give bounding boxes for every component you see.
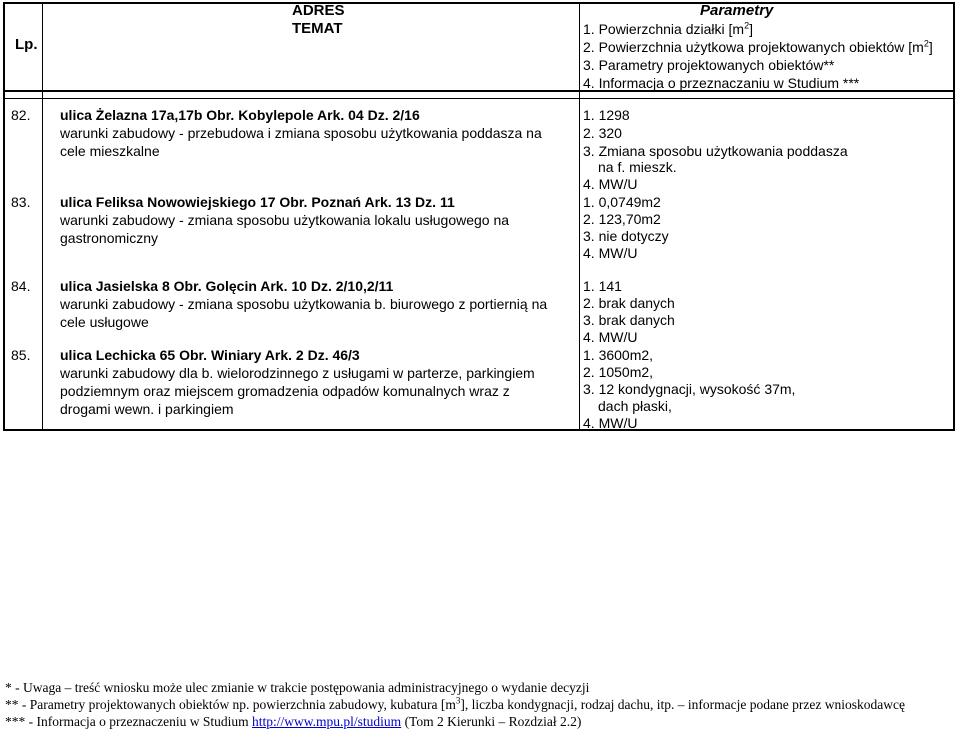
row-param: 4. MW/U [583, 415, 638, 431]
row-param: 1. 0,0749m2 [583, 194, 661, 210]
row-param: 2. 123,70m2 [583, 211, 661, 227]
row-address: ulica Lechicka 65 Obr. Winiary Ark. 2 Dz. 46/3 [60, 347, 360, 363]
row-param: 2. 320 [583, 125, 622, 141]
row-param: dach płaski, [598, 398, 672, 414]
header-parametry: Parametry [700, 2, 774, 19]
row-desc-line: podziemnym oraz miejscem gromadzenia odpadów komunalnych wraz z [60, 383, 510, 399]
row-lp: 82. [11, 107, 31, 123]
row-address: ulica Żelazna 17a,17b Obr. Kobylepole Ark. 04 Dz. 2/16 [60, 107, 420, 123]
row-desc-line: warunki zabudowy dla b. wielorodzinnego z usługami w parterze, parkingiem [60, 365, 535, 381]
footnote-1: * - Uwaga – treść wniosku może ulec zmianie w trakcie postępowania administracyjnego o wydanie decyzji [5, 680, 590, 695]
row-address: ulica Feliksa Nowowiejskiego 17 Obr. Poznań Ark. 13 Dz. 11 [60, 194, 455, 210]
row-param: 4. MW/U [583, 245, 638, 261]
header-param-2: 2. Powierzchnia użytkowa projektowanych obiektów $[m^2]$ [583, 38, 933, 55]
footnote-3: *** - Informacja o przeznaczeniu w Studium http://www.mpu.pl/studium (Tom 2 Kierunki – Rozdział 2.2) [5, 714, 582, 729]
row-param: 3. brak danych [583, 312, 675, 328]
header-temat: TEMAT [292, 20, 343, 37]
row-lp: 83. [11, 194, 31, 210]
row-param: 1. 1298 [583, 107, 630, 123]
row-lp: 85. [11, 347, 31, 363]
row-param: 1. 141 [583, 278, 622, 294]
header-lp: Lp. [15, 36, 38, 53]
footnote-2: ** - Parametry projektowanych obiektów np. powierzchnia zabudowy, kubatura $[m^3]$, liczba kondygnacji, rodzaj dachu, itp. – informacje podane przez wnioskodawcę [5, 695, 905, 712]
header-param-4: 4. Informacja o przeznaczaniu w Studium *** [583, 75, 860, 91]
row-desc-line: cele mieszkalne [60, 143, 160, 159]
row-param: 3. 12 kondygnacji, wysokość 37m, [583, 381, 796, 397]
row-desc-line: warunki zabudowy - przebudowa i zmiana sposobu użytkowania poddasza na [60, 125, 542, 141]
row-lp: 84. [11, 278, 31, 294]
row-param: 4. MW/U [583, 329, 638, 345]
row-desc-line: drogami wewn. i parkingiem [60, 401, 234, 417]
row-param: 4. MW/U [583, 176, 638, 192]
row-address: ulica Jasielska 8 Obr. Golęcin Ark. 10 Dz. 2/10,2/11 [60, 278, 394, 294]
row-desc-line: warunki zabudowy - zmiana sposobu użytkowania b. biurowego z portiernią na [60, 296, 548, 312]
studium-link[interactable]: http://www.mpu.pl/studium [252, 714, 402, 729]
row-param: 2. 1050m2, [583, 364, 654, 380]
header-param-1: 1. Powierzchnia działki $[m^2]$ [583, 20, 753, 37]
row-desc-line: warunki zabudowy - zmiana sposobu użytkowania lokalu usługowego na [60, 212, 510, 228]
row-desc-line: cele usługowe [60, 314, 149, 330]
header-param-3: 3. Parametry projektowanych obiektów** [583, 57, 835, 73]
row-param: 3. nie dotyczy [583, 228, 669, 244]
row-param: na f. mieszk. [598, 159, 677, 175]
row-param: 2. brak danych [583, 295, 675, 311]
column-divider [42, 4, 43, 429]
row-desc-line: gastronomiczny [60, 230, 159, 246]
row-param: 3. Zmiana sposobu użytkowania poddasza [583, 143, 848, 159]
header-divider [5, 98, 953, 99]
header-adres: ADRES [292, 2, 345, 19]
row-param: 1. 3600m2, [583, 347, 654, 363]
column-divider [579, 4, 580, 429]
